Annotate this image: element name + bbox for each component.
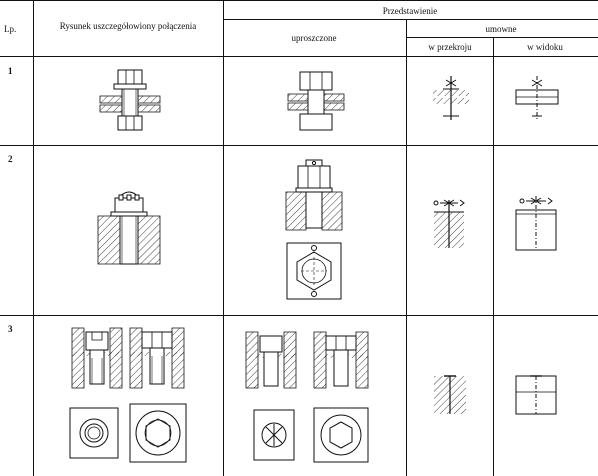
cap-screw-simplified-top-figure [314, 408, 368, 462]
header-in-view: w widoku [527, 42, 563, 52]
header-bottom-line [0, 56, 598, 57]
row-divider-1 [0, 145, 598, 146]
cap-screw-detailed-top-figure [130, 404, 186, 462]
header-detailed-drawing: Rysunek uszczegółowiony połączenia [59, 21, 197, 31]
header-in-section: w przekroju [428, 42, 472, 52]
cap-screw-detailed-side-figure [130, 328, 184, 390]
header-representation: Przedstawienie [382, 6, 438, 16]
header-simplified: uproszczone [291, 33, 337, 43]
cap-screw-simplified-side-figure [314, 332, 368, 390]
bolt-through-simplified-figure [288, 68, 344, 134]
column-divider-simplified [406, 19, 407, 476]
column-divider-conventional [493, 37, 494, 476]
row-number-1: 1 [8, 66, 13, 76]
column-divider-lp [33, 0, 34, 476]
screw-conventional-view-figure [514, 370, 558, 418]
column-divider-detailed [223, 0, 224, 476]
header-conventional: umowne [485, 24, 517, 34]
stud-castle-nut-conventional-view-figure [512, 190, 560, 254]
bolt-through-detailed-figure [100, 68, 160, 138]
header-line-under-umowne [406, 37, 598, 38]
stud-castle-nut-simplified-figure [286, 158, 342, 232]
socket-screw-simplified-top-figure [254, 410, 294, 460]
bolt-through-conventional-section-figure [433, 72, 469, 124]
castle-nut-top-view-figure [287, 243, 341, 299]
table-top-border [0, 0, 598, 1]
row-number-2: 2 [8, 154, 13, 164]
stud-castle-nut-detailed-figure [98, 186, 160, 266]
socket-screw-simplified-side-figure [246, 332, 296, 390]
header-lp: Lp. [4, 24, 17, 34]
screw-conventional-section-figure [432, 372, 468, 418]
row-number-3: 3 [8, 324, 13, 334]
header-line-under-przedstawienie [223, 19, 598, 20]
row-divider-2 [0, 315, 598, 316]
socket-screw-detailed-side-figure [72, 328, 122, 390]
stud-castle-nut-conventional-section-figure [430, 192, 468, 254]
bolt-through-conventional-view-figure [516, 72, 558, 124]
socket-screw-detailed-top-figure [70, 408, 118, 458]
